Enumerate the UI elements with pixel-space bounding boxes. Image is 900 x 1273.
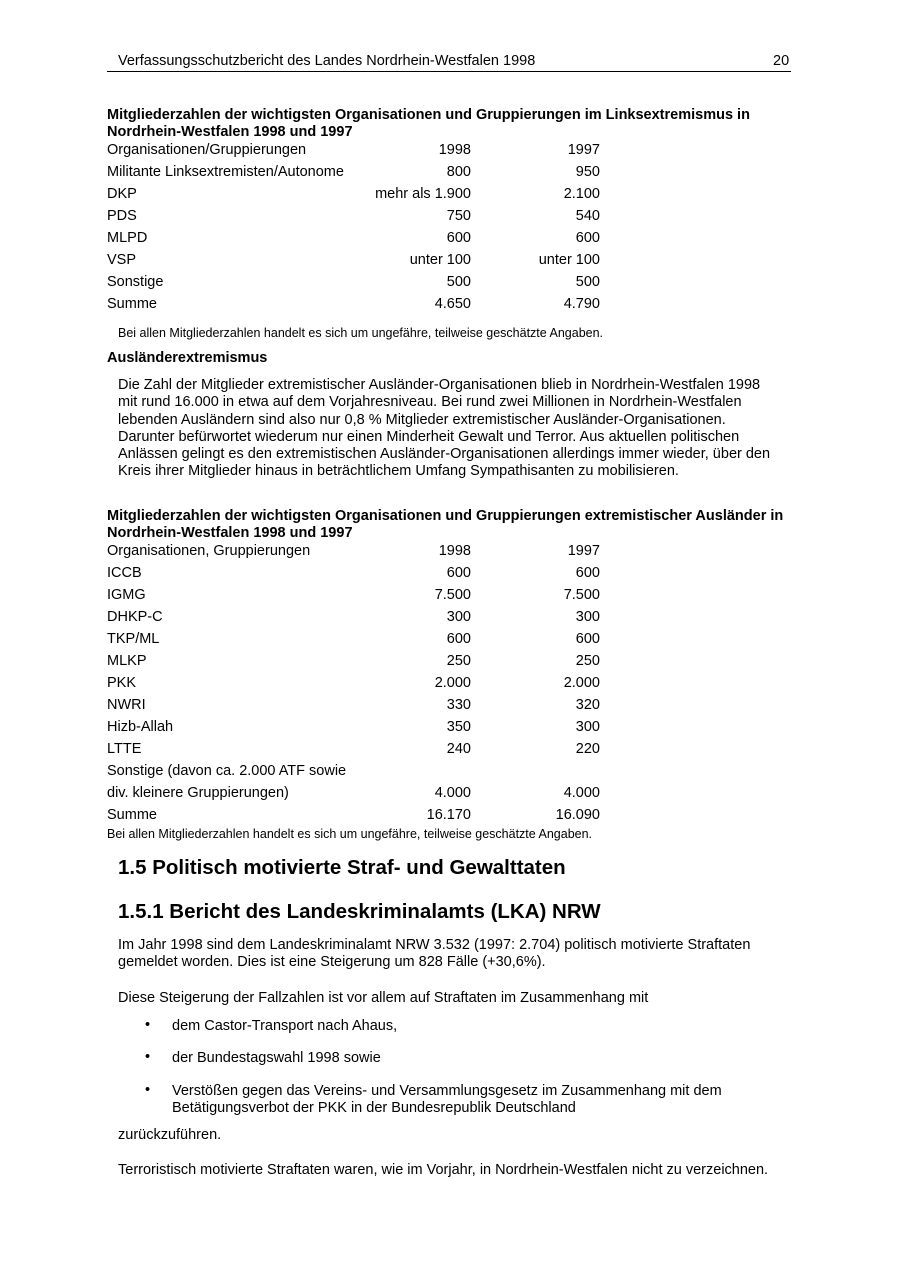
table-cell-1997: 500 <box>575 274 600 290</box>
table-row <box>107 628 607 650</box>
bullet-icon: • <box>145 1017 151 1033</box>
table-cell-1997: unter 100 <box>538 252 600 268</box>
table-row <box>107 562 607 584</box>
list-item: dem Castor-Transport nach Ahaus, <box>172 1018 398 1034</box>
table-cell-org: DHKP-C <box>107 609 163 625</box>
table1-header-row <box>107 139 607 161</box>
table-row <box>107 271 607 293</box>
table-row <box>107 694 607 716</box>
table-cell-1997: 600 <box>575 565 600 581</box>
table-cell-org: Hizb-Allah <box>107 719 174 735</box>
table-cell-org: Militante Linksextremisten/Autonome <box>107 164 344 180</box>
list-item: der Bundestagswahl 1998 sowie <box>172 1050 381 1066</box>
section-heading-1-5: 1.5 Politisch motivierte Straf- und Gewalttaten <box>118 856 566 879</box>
table-cell-1998: 350 <box>446 719 471 735</box>
bullet-icon: • <box>145 1082 151 1098</box>
table-row-total <box>107 293 607 315</box>
table-cell-org: div. kleinere Gruppierungen) <box>107 785 289 801</box>
table1-col-1998: 1998 <box>438 142 471 158</box>
section-heading-1-5-1: 1.5.1 Bericht des Landeskriminalamts (LKA) NRW <box>118 900 601 923</box>
table-cell-1997: 2.000 <box>563 675 600 691</box>
table-cell-1997: 7.500 <box>563 587 600 603</box>
table1-title: Mitgliederzahlen der wichtigsten Organisationen und Gruppierungen im Linksextremismus in Nordrhein-Westfalen 1998 und 1997 <box>107 107 750 140</box>
table-cell-1997: 300 <box>575 609 600 625</box>
table-cell-org: LTTE <box>107 741 142 757</box>
auslaenderextremismus-paragraph: Die Zahl der Mitglieder extremistischer Ausländer-Organisationen blieb in Nordrhein-Westfalen 1998 mit rund 16.000 in etwa auf dem Vorjahresniveau. Bei rund zwei Millionen in Nordrhein-Westfalen lebenden Ausländern sind also nur 0,8 % Mitglieder extremistischer Ausländer-Organisationen. Darunter befürwortet wiederum nur einen Minderheit Gewalt und Terror. Aus aktuellen politischen Anlässen gelingt es den extremistischen Ausländer-Organisationen allerdings immer wieder, über den Kreis ihrer Mitglieder hinaus in beträchtlichem Umfang Sympathisanten zu mobilisieren. <box>118 377 771 480</box>
table2-title: Mitgliederzahlen der wichtigsten Organisationen und Gruppierungen extremistischer Ausländer in Nordrhein-Westfalen 1998 und 1997 <box>107 508 784 541</box>
table1-col-1997: 1997 <box>567 142 600 158</box>
table-cell-1997: 250 <box>575 653 600 669</box>
table-cell-org: Sonstige (davon ca. 2.000 ATF sowie <box>107 763 347 779</box>
table-cell-org: PKK <box>107 675 137 691</box>
table-cell-org: MLPD <box>107 230 148 246</box>
table-cell-1998: 300 <box>446 609 471 625</box>
table-cell-1998: unter 100 <box>409 252 471 268</box>
table-row-total <box>107 804 607 826</box>
table-cell-1998: 16.170 <box>426 807 471 823</box>
table-cell-org: NWRI <box>107 697 146 713</box>
table-cell-1997: 300 <box>575 719 600 735</box>
table-row <box>107 205 607 227</box>
table-cell-1998: 2.000 <box>434 675 471 691</box>
table1-footnote: Bei allen Mitgliederzahlen handelt es sich um ungefähre, teilweise geschätzte Angaben. <box>118 326 604 340</box>
table-cell-1997: 950 <box>575 164 600 180</box>
table-cell-1997: 16.090 <box>555 807 600 823</box>
table-cell-org: TKP/ML <box>107 631 160 647</box>
table-row <box>107 782 607 804</box>
table-cell-1998: 240 <box>446 741 471 757</box>
table-cell-org: ICCB <box>107 565 142 581</box>
table-row <box>107 606 607 628</box>
table-row <box>107 249 607 271</box>
table-cell-1998: 330 <box>446 697 471 713</box>
table-cell-org: PDS <box>107 208 137 224</box>
table-row <box>107 161 607 183</box>
bullet-icon: • <box>145 1049 151 1065</box>
table-cell-1998: 600 <box>446 565 471 581</box>
table-cell-1997: 2.100 <box>563 186 600 202</box>
table-cell-1998: 4.000 <box>434 785 471 801</box>
header-rule <box>107 71 791 72</box>
table-row <box>107 760 607 782</box>
table-row <box>107 672 607 694</box>
list-item: Verstößen gegen das Vereins- und Versammlungsgesetz im Zusammenhang mit dem Betätigungsverbot der PKK in der Bundesrepublik Deutschland <box>172 1083 722 1117</box>
table2-footnote: Bei allen Mitgliederzahlen handelt es sich um ungefähre, teilweise geschätzte Angaben. <box>107 827 593 841</box>
table-cell-1997: 4.790 <box>563 296 600 312</box>
table2-header-row <box>107 540 607 562</box>
lka-paragraph-4: Terroristisch motivierte Straftaten waren, wie im Vorjahr, in Nordrhein-Westfalen nicht zu verzeichnen. <box>118 1162 769 1178</box>
table-cell-1998: 4.650 <box>434 296 471 312</box>
page-number: 20 <box>773 53 790 69</box>
table-cell-org: Summe <box>107 807 157 823</box>
table-cell-1997: 540 <box>575 208 600 224</box>
table-row <box>107 227 607 249</box>
table2-col-1998: 1998 <box>438 543 471 559</box>
table-cell-1997: 600 <box>575 230 600 246</box>
table-row <box>107 738 607 760</box>
table-cell-org: IGMG <box>107 587 146 603</box>
table-cell-org: VSP <box>107 252 137 268</box>
table2-col-org: Organisationen, Gruppierungen <box>107 543 311 559</box>
lka-paragraph-3: zurückzuführen. <box>118 1127 222 1143</box>
table-cell-1997: 220 <box>575 741 600 757</box>
table-cell-org: Sonstige <box>107 274 164 290</box>
table2-col-1997: 1997 <box>567 543 600 559</box>
table-cell-1997: 4.000 <box>563 785 600 801</box>
table-cell-1998: 600 <box>446 631 471 647</box>
table-cell-org: MLKP <box>107 653 147 669</box>
table-row <box>107 650 607 672</box>
table-cell-1998: mehr als 1.900 <box>375 186 471 202</box>
table1-col-org: Organisationen/Gruppierungen <box>107 142 307 158</box>
table-cell-org: DKP <box>107 186 137 202</box>
table-cell-1998: 250 <box>446 653 471 669</box>
table-cell-1998: 800 <box>446 164 471 180</box>
running-header-title: Verfassungsschutzbericht des Landes Nordrhein-Westfalen 1998 <box>118 53 536 69</box>
table-cell-1998: 750 <box>446 208 471 224</box>
table-cell-1997: 600 <box>575 631 600 647</box>
table-row <box>107 584 607 606</box>
section-heading-auslaenderextremismus: Ausländerextremismus <box>107 350 268 366</box>
table-cell-1998: 500 <box>446 274 471 290</box>
table-cell-1997: 320 <box>575 697 600 713</box>
table-cell-1998: 7.500 <box>434 587 471 603</box>
table-row <box>107 716 607 738</box>
table-cell-org: Summe <box>107 296 157 312</box>
lka-paragraph-2: Diese Steigerung der Fallzahlen ist vor allem auf Straftaten im Zusammenhang mit <box>118 990 649 1006</box>
lka-paragraph-1: Im Jahr 1998 sind dem Landeskriminalamt NRW 3.532 (1997: 2.704) politisch motivierte Straftaten gemeldet worden. Dies ist eine Steigerung um 828 Fälle (+30,6%). <box>118 937 751 971</box>
table-cell-1998: 600 <box>446 230 471 246</box>
table-row <box>107 183 607 205</box>
